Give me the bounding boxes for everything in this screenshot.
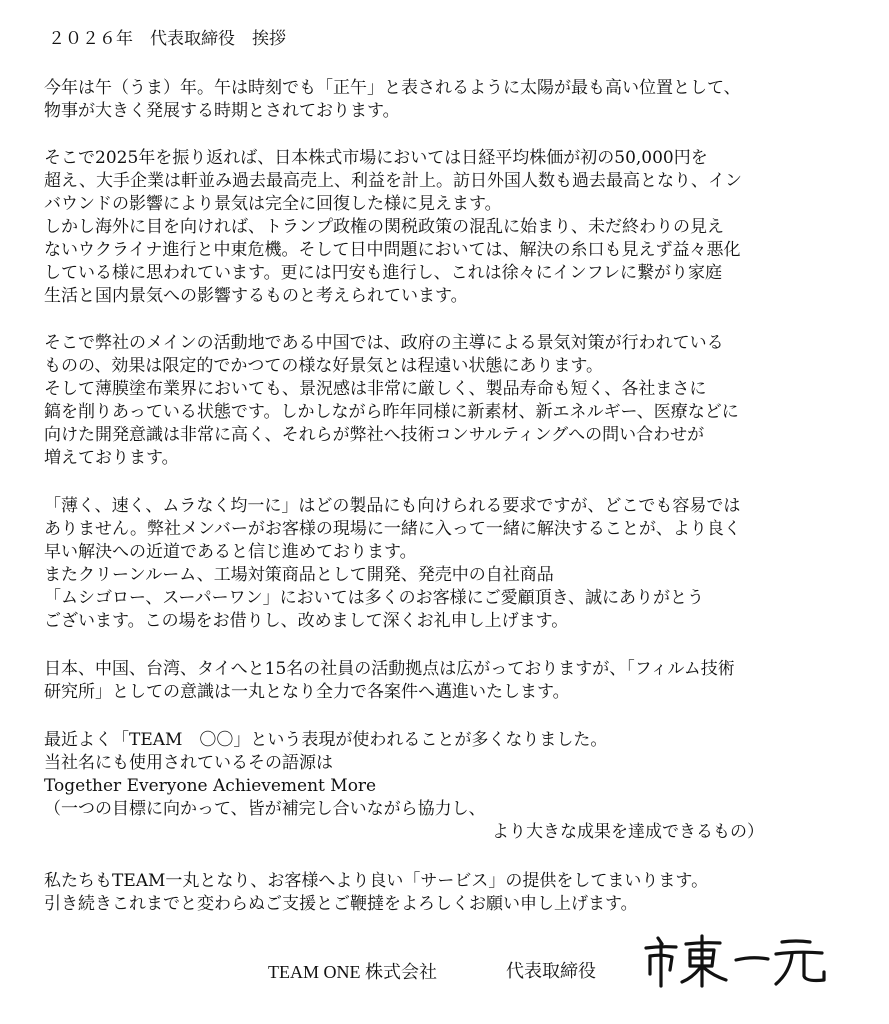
text-line: ないウクライナ進行と中東危機。そして日中問題においては、解決の糸口も見えず益々悪化: [44, 240, 741, 260]
handwritten-signature: [640, 930, 830, 990]
text-line: 物事が大きく発展する時期とされております。: [44, 101, 400, 121]
text-line: ございます。この場をお借りし、改めまして深くお礼申し上げます。: [44, 611, 569, 631]
company-name: TEAM ONE 株式会社: [268, 962, 437, 982]
text-line: そこで弊社のメインの活動地である中国では、政府の主導による景気対策が行われている: [44, 333, 724, 353]
text-line: またクリーンルーム、工場対策商品として開発、発売中の自社商品: [44, 565, 554, 585]
position-title: 代表取締役: [506, 961, 596, 982]
text-line: Together Everyone Achievement More: [44, 776, 377, 796]
text-line: しかし海外に目を向ければ、トランプ政権の関税政策の混乱に始まり、未だ終わりの見え: [44, 217, 724, 237]
text-line: 引き続きこれまでと変わらぬご支援とご鞭撻をよろしくお願い申し上げます。: [44, 894, 638, 914]
text-line: 日本、中国、台湾、タイへと15名の社員の活動拠点は広がっておりますが、「フィルム技術: [44, 659, 735, 679]
text-line: 生活と国内景気への影響するものと考えられています。: [44, 286, 468, 306]
letter-title: ２０２６年 代表取締役 挨拶: [48, 29, 286, 49]
text-line: 最近よく「TEAM 〇〇」という表現が使われることが多くなりました。: [44, 730, 608, 750]
text-line: 鎬を削りあっている状態です。しかしながら昨年同様に新素材、新エネルギー、医療などに: [44, 402, 739, 422]
text-line: している様に思われています。更には円安も進行し、これは徐々にインフレに繋がり家庭: [44, 263, 722, 283]
text-line: 研究所」としての意識は一丸となり全力で各案件へ邁進いたします。: [44, 682, 570, 702]
text-line: 向けた開発意識は非常に高く、それらが弊社へ技術コンサルティングへの問い合わせが: [44, 425, 705, 445]
text-line: （一つの目標に向かって、皆が補完し合いながら協力し、: [44, 799, 486, 819]
text-line: 超え、大手企業は軒並み過去最高売上、利益を計上。訪日外国人数も過去最高となり、イン: [44, 171, 743, 191]
text-line: より大きな成果を達成できるもの）: [492, 822, 764, 842]
text-line: 「ムシゴロー、スーパーワン」においては多くのお客様にご愛顧頂き、誠にありがとう: [44, 588, 704, 608]
text-line: 増えております。: [44, 448, 179, 468]
text-line: ものの、効果は限定的でかつての様な好景気とは程遠い状態にあります。: [44, 356, 603, 376]
text-line: 早い解決への近道であると信じ進めております。: [44, 542, 417, 562]
text-line: 今年は午（うま）年。午は時刻でも「正午」と表されるように太陽が最も高い位置として、: [44, 78, 741, 98]
text-line: そして薄膜塗布業界においても、景況感は非常に厳しく、製品寿命も短く、各社まさに: [44, 379, 707, 399]
text-line: バウンドの影響により景気は完全に回復した様に見えます。: [44, 194, 502, 214]
text-line: 「薄く、速く、ムラなく均一に」はどの製品にも向けられる要求ですが、どこでも容易では: [44, 496, 741, 516]
text-line: 当社名にも使用されているその語源は: [44, 753, 333, 773]
signature-drawing: [640, 930, 830, 990]
text-line: 私たちもTEAM一丸となり、お客様へより良い「サービス」の提供をしてまいります。: [44, 871, 709, 891]
text-line: そこで2025年を振り返れば、日本株式市場においては日経平均株価が初の50,000円を: [44, 148, 708, 168]
text-line: ありません。弊社メンバーがお客様の現場に一緒に入って一緒に解決することが、より良く: [44, 519, 741, 539]
